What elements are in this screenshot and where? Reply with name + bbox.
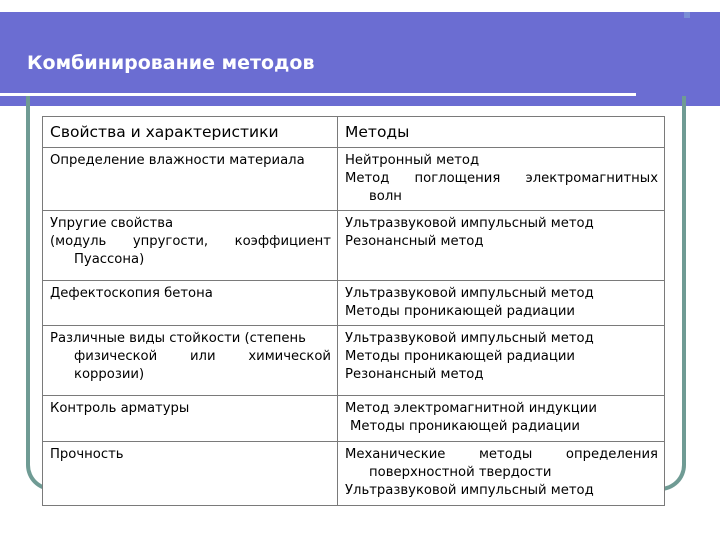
slide-title: Комбинирование методов	[27, 52, 315, 74]
property-cell: Прочность	[43, 442, 338, 506]
table-row	[43, 442, 665, 506]
property-cell: Дефектоскопия бетона	[43, 281, 338, 326]
methods-cell: Метод электромагнитной индукции Методы проникающей радиации	[338, 396, 665, 442]
property-cell: Контроль арматуры	[43, 396, 338, 442]
methods-cell: Механические методы определения поверхностной твердости Ультразвуковой импульсный метод	[338, 442, 665, 506]
methods-table	[42, 116, 665, 506]
table-header-row	[43, 117, 665, 148]
methods-cell: Ультразвуковой импульсный метод Методы проникающей радиации	[338, 281, 665, 326]
table-row	[43, 396, 665, 442]
property-cell: Различные виды стойкости (степень физической или химической коррозии)	[43, 326, 338, 396]
table-row	[43, 148, 665, 211]
table-row	[43, 281, 665, 326]
property-cell: Определение влажности материала	[43, 148, 338, 211]
table-row	[43, 326, 665, 396]
methods-cell: Ультразвуковой импульсный метод Методы проникающей радиации Резонансный метод	[338, 326, 665, 396]
header-methods: Методы	[338, 117, 665, 148]
header-properties: Свойства и характеристики	[43, 117, 338, 148]
table-row	[43, 211, 665, 281]
methods-cell: Нейтронный метод Метод поглощения электромагнитных волн	[338, 148, 665, 211]
decor-square	[684, 12, 690, 18]
methods-cell: Ультразвуковой импульсный метод Резонансный метод	[338, 211, 665, 281]
property-cell: Упругие свойства (модуль упругости, коэффициент Пуассона)	[43, 211, 338, 281]
decor-square	[690, 106, 696, 112]
